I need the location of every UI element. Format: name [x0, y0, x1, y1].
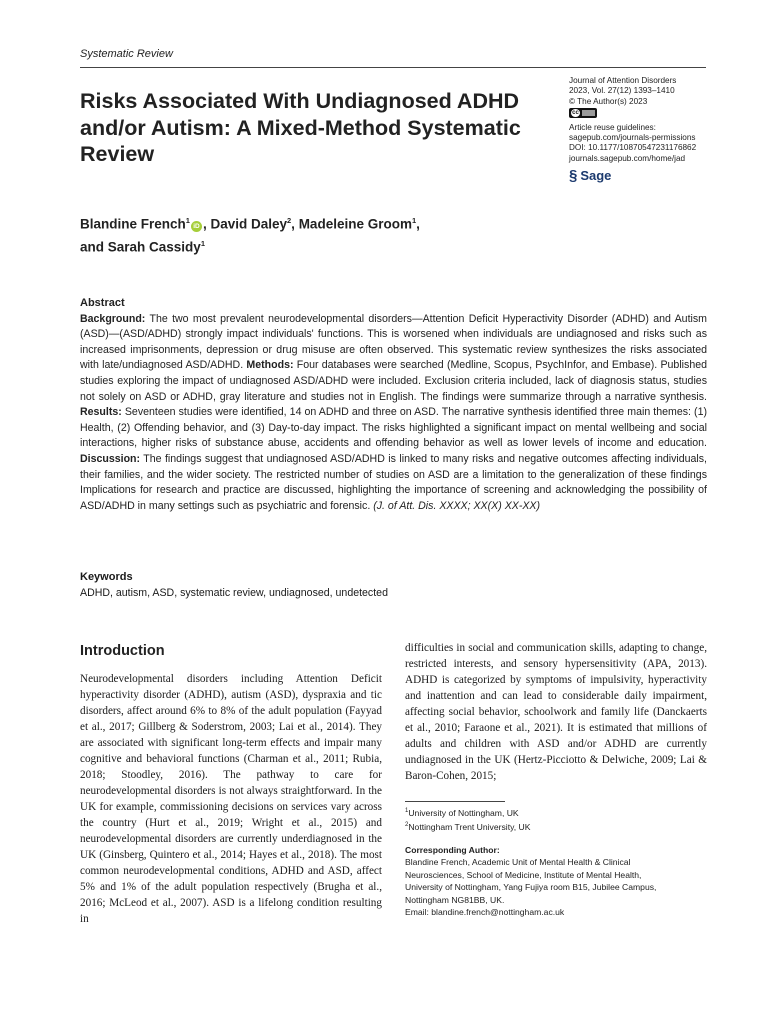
sage-icon: §	[569, 167, 578, 185]
journal-meta	[569, 76, 729, 183]
abstract	[80, 296, 707, 514]
doi[interactable]: DOI: 10.1177/10870547231176862	[569, 143, 697, 153]
author-name: Madeleine Groom	[298, 216, 412, 232]
footnote-divider	[405, 801, 505, 802]
journal-volume: 2023, Vol. 27(12) 1393–1410	[569, 86, 675, 96]
keywords-list: ADHD, autism, ASD, systematic review, undiagnosed, undetected	[80, 586, 388, 599]
author-affiliation: 2	[287, 216, 292, 225]
top-rule	[80, 67, 706, 68]
corresponding-author-email[interactable]: Email: blandine.french@nottingham.ac.uk	[405, 907, 565, 918]
publisher-name: Sage	[580, 167, 612, 183]
footnotes	[405, 805, 707, 919]
sage-logo	[569, 168, 729, 183]
introduction-heading: Introduction	[80, 643, 165, 659]
affiliation-1: $^1$University of Nottingham, UK	[405, 807, 519, 818]
affiliation-2: $^2$Nottingham Trent University, UK	[405, 822, 531, 833]
abstract-body: Background: The two most prevalent neurodevelopmental disorders—Attention Deficit Hyperactivity Disorder (ADHD) and Autism (ASD)—(ASD/ADHD) strongly impact individuals' functions. This is worsened when individuals are undiagnosed and risks such as increased imprisonments, depression or drug misuse are often observed. This systematic review synthesizes the risks associated with late/undiagnosed ASD/ADHD. Methods: Four databases were searched (Medline, Scopus, PsychInfor, and Embase). Published studies exploring the impact of undiagnosed ASD/ADHD were included. Exclusion criteria included, lack of diagnosis status, studies not solely on ASD or ADHD, gray literature and studies not in English. The findings were summarize through a narrative synthesis. Results: Seventeen studies were identified, 14 on ADHD and three on ASD. The narrative synthesis identified three main themes: (1) Health, (2) Offending behavior, and (3) Day-to-day impact. The risks highlighted a significant impact on mental wellbeing and social interactions, higher risks of substance abuse, accidents and offending behavior as well as lower levels of income and education. Discussion: The findings suggest that undiagnosed ASD/ADHD is linked to many risks and negative outcomes affecting individuals, their families, and the wider society. The restricted number of studies on ASD are a limitation to the generalization of these findings Implications for research and practice are discussed, highlighting the importance of screening and acknowledging the possibility of ASD/ADHD in many settings such as psychiatric and forensic. (J. of Att. Dis. XXXX; XX(X) XX-XX)	[80, 312, 707, 512]
reuse-label: Article reuse guidelines:	[569, 122, 656, 132]
orcid-icon[interactable]: iD	[191, 221, 202, 232]
abstract-heading: Abstract	[80, 297, 125, 309]
author-name: and Sarah Cassidy	[80, 239, 201, 254]
introduction-right-column: difficulties in social and communication skills, adapting to change, restricted interests, and sensory hypersensitivity (APA, 2013). ADHD is categorized by symptoms of impulsivity, hyperactivity and inattention and can lead to considerable daily impairment, affecting social behavior, schoolwork and family life (Danckaerts et al., 2010; Faraone et al., 2021). It is estimated that millions of adults and children with ASD and/or ADHD are currently undiagnosed in the UK (Hertz-Picciotto & Delwiche, 2009; Lai & Baron-Cohen, 2015;	[405, 642, 707, 782]
corresponding-author-line: University of Nottingham, Yang Fujiya room B15, Jubilee Campus,	[405, 882, 657, 893]
corresponding-author-line: Nottingham NG81BB, UK.	[405, 894, 505, 905]
author-affiliation: 1	[185, 216, 190, 225]
article-title: Risks Associated With Undiagnosed ADHD and/or Autism: A Mixed-Method Systematic Review	[80, 89, 521, 166]
author-name: Blandine French	[80, 216, 186, 232]
corresponding-author-heading: Corresponding Author:	[405, 844, 500, 855]
author-affiliation: 1	[200, 238, 205, 248]
creative-commons-icon[interactable]: cc	[569, 108, 597, 118]
corresponding-author-line: Blandine French, Academic Unit of Mental Health & Clinical	[405, 857, 631, 868]
keywords-heading: Keywords	[80, 571, 133, 583]
author-affiliation: 1	[411, 216, 417, 225]
journal-link[interactable]: journals.sagepub.com/home/jad	[569, 153, 686, 163]
copyright: © The Author(s) 2023	[569, 96, 648, 106]
reuse-link[interactable]: sagepub.com/journals-permissions	[569, 133, 696, 143]
introduction-left-column: Neurodevelopmental disorders including Attention Deficit hyperactivity disorder (ADHD), autism (ASD), dyspraxia and tic disorders, affect around 6% to 8% of the adult population (Fayyad et al., 2017; Gillberg & Soderstrom, 2003; Lai et al., 2014). They are associated with significant long-term effects and impair many cognitive and behavioral functions (Charman et al., 2011; Rubia, 2018; Stoodley, 2016). The pathway to care for neurodevelopmental disorders is not always straightforward. In the UK for example, commissioning decisions on services vary across the country (Hurt et al., 2019; Wright et al., 2015) and neurodevelopmental disorders are currently underdiagnosed in the UK (Ginsberg, Quintero et al., 2014; Hayes et al., 2018). The most common neurodevelopmental conditions, ADHD and ASD, affect 5% and 1% of the adult population respectively (Brugha et al., 2016; McLeod et al., 2007). ASD is a lifelong condition resulting in	[80, 673, 382, 925]
keywords	[80, 570, 707, 601]
corresponding-author-line: Neurosciences, School of Medicine, Institute of Mental Health,	[405, 869, 642, 880]
section-label: Systematic Review	[80, 48, 173, 60]
journal-name: Journal of Attention Disorders	[569, 76, 677, 85]
abstract-citation: (J. of Att. Dis. XXXX; XX(X) XX-XX)	[373, 499, 541, 512]
author-name: David Daley	[210, 216, 287, 232]
author-list: Blandine French$^1$iD , David Daley$^2$, Madeleine Groom$^1$, and Sarah Cassidy$^1$	[80, 216, 420, 254]
